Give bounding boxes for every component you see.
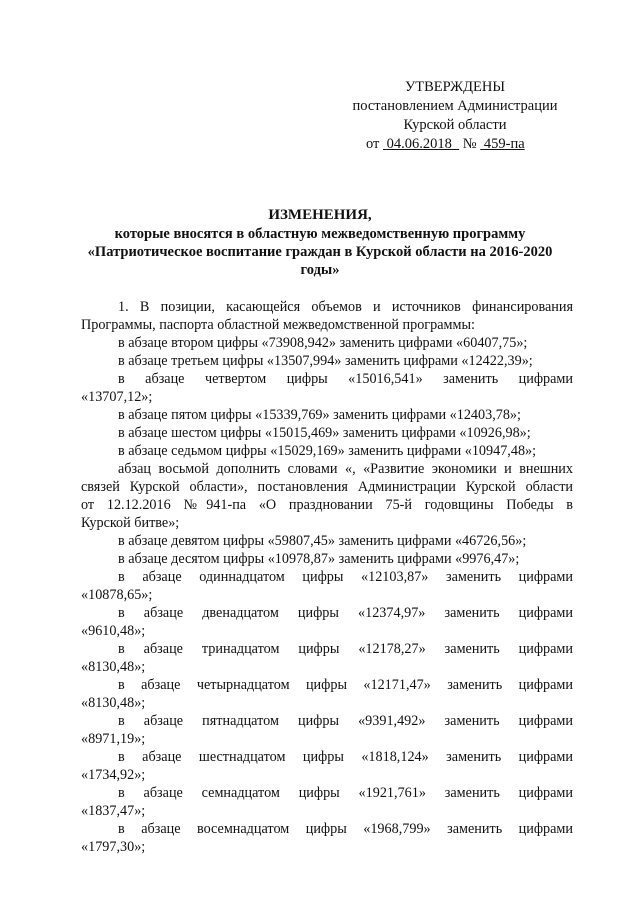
approval-heading: УТВЕРЖДЕНЫ xyxy=(404,79,506,95)
document-body xyxy=(81,298,573,856)
item-a13-line-2: «8130,48»; xyxy=(81,659,146,675)
item-a18-line-1: в абзаце восемнадцатом цифры «1968,799» заменить цифрами xyxy=(118,821,573,837)
item-a6: в абзаце шестом цифры «15015,469» заменить цифрами «10926,98»; xyxy=(118,425,531,441)
item-a12-line-2: «9610,48»; xyxy=(81,623,146,639)
approval-line-2: Курской области xyxy=(403,117,507,133)
title-line-4: годы» xyxy=(300,262,340,278)
item-a4-line-2: «13707,12»; xyxy=(81,389,153,405)
item-a8-line-1: абзац восьмой дополнить словами «, «Развитие экономики и внешних xyxy=(118,461,573,477)
item-a10: в абзаце десятом цифры «10978,87» заменить цифрами «9976,47»; xyxy=(118,551,520,567)
paragraph-1-line-2: Программы, паспорта областной межведомственной программы: xyxy=(81,317,475,333)
item-a9: в абзаце девятом цифры «59807,45» заменить цифрами «46726,56»; xyxy=(118,533,527,549)
item-a5: в абзаце пятом цифры «15339,769» заменить цифрами «12403,78»; xyxy=(118,407,521,423)
item-a11-line-2: «10878,65»; xyxy=(81,587,153,603)
approval-date-line xyxy=(340,135,570,154)
item-a12-line-1: в абзаце двенадцатом цифры «12374,97» заменить цифрами xyxy=(118,605,573,621)
item-a4-line-1: в абзаце четвертом цифры «15016,541» заменить цифрами xyxy=(118,371,573,387)
item-a14-line-2: «8130,48»; xyxy=(81,695,146,711)
document-title xyxy=(70,206,570,279)
paragraph-1-line-1: 1. В позиции, касающейся объемов и источников финансирования xyxy=(118,299,573,315)
approval-line-1: постановлением Администрации xyxy=(352,98,558,114)
date-prefix: от xyxy=(366,136,380,152)
approval-stamp xyxy=(340,78,570,154)
item-a17-line-1: в абзаце семнадцатом цифры «1921,761» заменить цифрами xyxy=(118,785,573,801)
item-a8-line-4: Курской битве»; xyxy=(81,515,180,531)
item-a7: в абзаце седьмом цифры «15029,169» заменить цифрами «10947,48»; xyxy=(118,443,537,459)
number-prefix: № xyxy=(462,136,477,152)
item-a11-line-1: в абзаце одиннадцатом цифры «12103,87» заменить цифрами xyxy=(118,569,573,585)
item-a16-line-1: в абзаце шестнадцатом цифры «1818,124» заменить цифрами xyxy=(118,749,573,765)
item-a3: в абзаце третьем цифры «13507,994» заменить цифрами «12422,39»; xyxy=(118,353,533,369)
item-a8-line-3: от 12.12.2016 №941-па «О праздновании 75-й годовщины Победы в xyxy=(81,497,573,513)
item-a17-line-2: «1837,47»; xyxy=(81,803,146,819)
item-a13-line-1: в абзаце тринадцатом цифры «12178,27» заменить цифрами xyxy=(118,641,573,657)
item-a18-line-2: «1797,30»; xyxy=(81,839,146,855)
approval-number: 459-па xyxy=(483,136,525,152)
title-line-1: ИЗМЕНЕНИЯ, xyxy=(268,207,372,223)
item-a16-line-2: «1734,92»; xyxy=(81,767,146,783)
item-a8-line-2: связей Курской области», постановления Администрации Курской области xyxy=(81,479,573,495)
approval-date: 04.06.2018 xyxy=(386,136,452,152)
item-a15-line-2: «8971,19»; xyxy=(81,731,146,747)
title-line-2: которые вносятся в областную межведомственную программу xyxy=(114,226,526,242)
item-a15-line-1: в абзаце пятнадцатом цифры «9391,492» заменить цифрами xyxy=(118,713,573,729)
title-line-3: «Патриотическое воспитание граждан в Курской области на 2016-2020 xyxy=(87,244,553,260)
item-a2: в абзаце втором цифры «73908,942» заменить цифрами «60407,75»; xyxy=(118,335,528,351)
item-a14-line-1: в абзаце четырнадцатом цифры «12171,47» заменить цифрами xyxy=(118,677,573,693)
